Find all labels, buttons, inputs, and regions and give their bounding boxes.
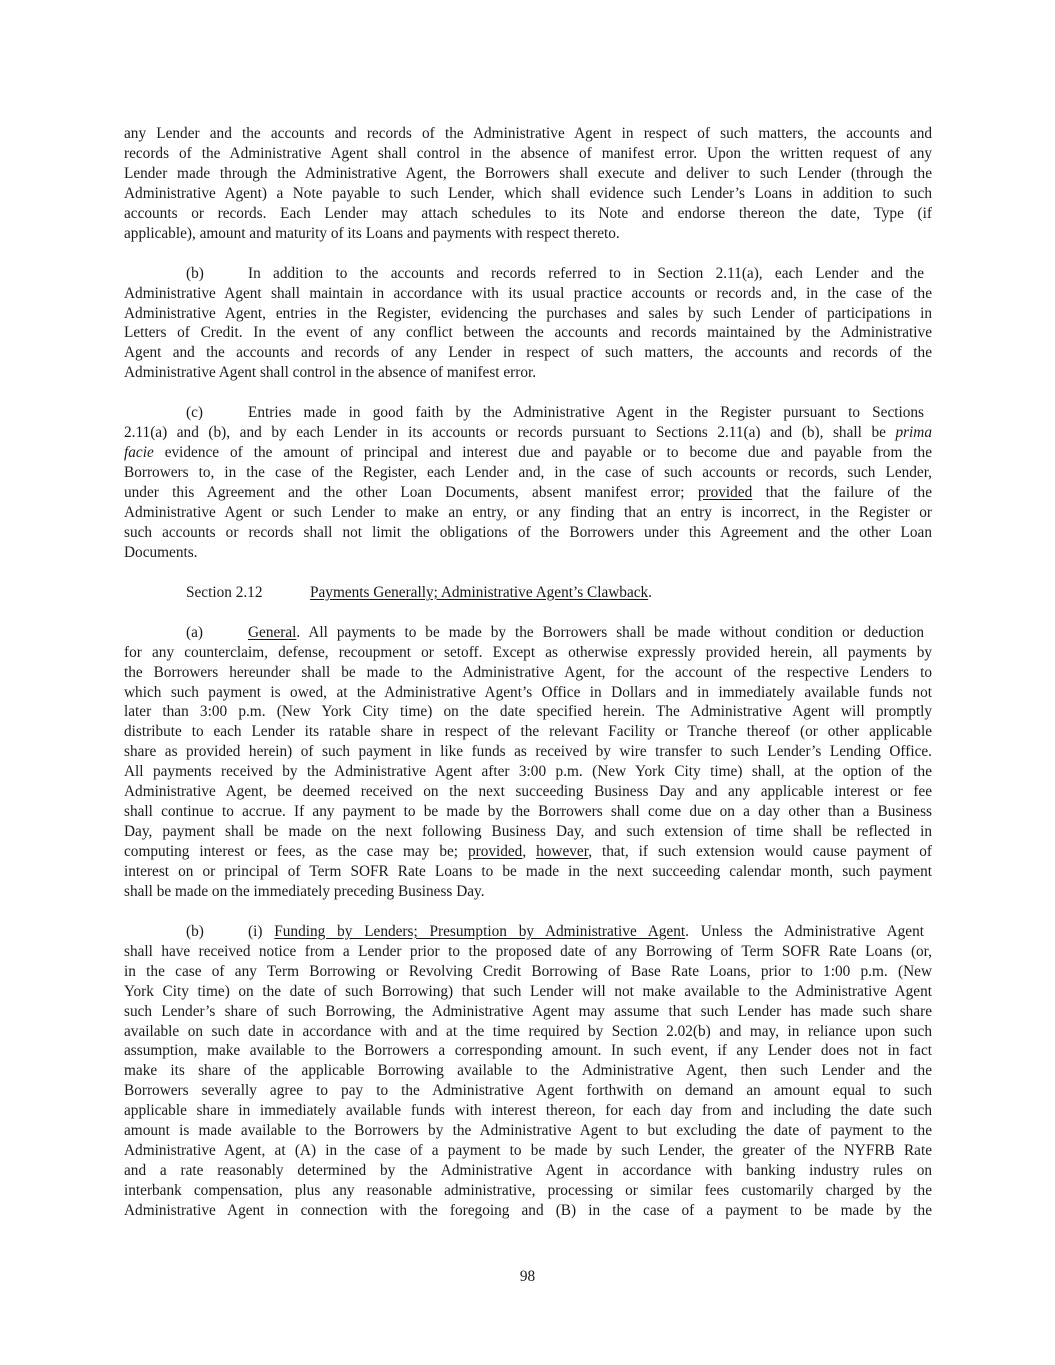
paragraph-continuation	[124, 124, 932, 244]
text-line: interbank compensation, plus any reasonable administrative, processing or similar fees customarily charged by the	[124, 1182, 932, 1199]
text-run: , that, if such extension would cause payment of	[588, 843, 932, 860]
text-run: . All payments to be made by the Borrowers shall be made without condition or deduction	[296, 623, 924, 641]
text-line: any Lender and the accounts and records of the Administrative Agent in respect of such matters, the accounts and	[124, 125, 932, 142]
text-line-body	[248, 623, 932, 643]
text-line: Day, payment shall be made on the next following Business Day, and such extension of time shall be reflected in	[124, 823, 932, 841]
underlined-term: provided	[697, 484, 753, 501]
section-number: Section 2.12	[186, 583, 263, 601]
italic-term: prima	[895, 424, 932, 442]
text-line: shall have received notice from a Lender prior to the proposed date of any Borrowing of Term SOFR Rate Loans (or,	[124, 942, 932, 960]
text-line: which such payment is owed, at the Administrative Agent’s Office in Dollars and in immediately available funds not	[124, 683, 932, 701]
clause-label: (a)	[186, 623, 203, 641]
text-line: applicable share in immediately available funds with interest thereon, for each day from and including the date such	[124, 1102, 932, 1120]
text-line	[124, 922, 932, 942]
text-line: Administrative Agent in connection with the foregoing and (B) in the case of a payment to be made by the	[124, 1201, 932, 1219]
text-run: . Unless the Administrative Agent	[685, 922, 924, 940]
text-line-body: In addition to the accounts and records referred to in Section 2.11(a), each Lender and the	[248, 264, 924, 282]
document-page	[124, 124, 932, 1241]
text-line: available on such date in accordance with and at the time required by Section 2.02(b) and may, in reliance upon such	[124, 1022, 932, 1040]
text-line: Administrative Agent, be deemed received on the next succeeding Business Day and any applicable interest or fee	[124, 783, 932, 801]
text-line: Lender made through the Administrative Agent, the Borrowers shall execute and deliver to such Lender (through the	[124, 164, 932, 182]
text-line	[124, 443, 932, 463]
text-line: Administrative Agent or such Lender to make an entry, or any finding that an entry is incorrect, in the Register or	[124, 503, 932, 521]
text-line: interest on or principal of Term SOFR Rate Loans to be made in the next succeeding calendar month, such payment	[124, 862, 932, 880]
clause-label: (c)	[186, 404, 203, 422]
text-line-body: Entries made in good faith by the Administrative Agent in the Register pursuant to Sections	[248, 404, 924, 422]
text-line: the Borrowers hereunder shall be made to the Administrative Agent, for the account of the respective Lenders to	[124, 663, 932, 681]
text-line: Administrative Agent, at (A) in the case of a payment to be made by such Lender, the greater of the NYFRB Rate	[124, 1142, 932, 1160]
paragraph-b-funding	[124, 922, 932, 1221]
text-line: amount is made available to the Borrowers by the Administrative Agent to but excluding the date of payment to the	[124, 1122, 932, 1140]
sub-clause-label: (i)	[248, 922, 275, 940]
text-line: such Lender’s share of such Borrowing, the Administrative Agent may assume that such Lender has made such share	[124, 1002, 932, 1020]
text-line: Administrative Agent shall control in the absence of manifest error.	[124, 364, 537, 382]
text-line: in the case of any Term Borrowing or Revolving Credit Borrowing of Base Rate Loans, prior to 1:00 p.m. (New	[124, 962, 932, 980]
underlined-term: however	[536, 843, 589, 860]
text-line: and a rate reasonably determined by the Administrative Agent in accordance with banking industry rules on	[124, 1162, 932, 1180]
text-line: assumption, make available to the Borrowers a corresponding amount. In such event, if any Lender does not in fact	[124, 1042, 932, 1060]
underlined-term: provided	[467, 843, 523, 860]
text-line: for any counterclaim, defense, recoupment or setoff. Except as otherwise expressly provided herein, all payments by	[124, 643, 932, 661]
text-line: Administrative Agent) a Note payable to such Lender, which shall evidence such Lender’s Loans in addition to such	[124, 184, 932, 202]
text-line: York City time) on the date of such Borrowing) that such Lender will not make available to the Administrative Agent	[124, 982, 932, 1000]
section-heading	[124, 583, 932, 603]
clause-caption: General	[248, 623, 297, 641]
section-title-period: .	[648, 583, 652, 601]
text-line: Documents.	[124, 543, 198, 561]
text-line	[124, 264, 932, 284]
text-run: ,	[522, 843, 537, 860]
text-line: shall continue to accrue. If any payment to be made by the Borrowers shall come due on a day other than a Business	[124, 803, 932, 821]
text-run: computing interest or fees, as the case may be;	[124, 843, 468, 860]
text-line-body	[248, 922, 932, 942]
paragraph-a-general	[124, 623, 932, 902]
text-run: that the failure of the	[752, 484, 932, 501]
text-line: later than 3:00 p.m. (New York City time) on the date specified herein. The Administrative Agent will promptly	[124, 703, 932, 721]
paragraph-c-2-11	[124, 403, 932, 563]
text-line	[124, 483, 932, 503]
text-line: Borrowers severally agree to pay to the Administrative Agent forthwith on demand an amount equal to such	[124, 1082, 932, 1100]
text-run: evidence of the amount of principal and interest due and payable or to become due and payable from the	[153, 444, 932, 462]
text-line	[124, 623, 932, 643]
text-line: share as provided herein) of such payment in like funds as received by wire transfer to such Lender’s Lending Office.	[124, 743, 932, 761]
text-line	[124, 423, 932, 443]
text-line: make its share of the applicable Borrowing available to the Administrative Agent, then such Lender and the	[124, 1062, 932, 1080]
text-run: 2.11(a) and (b), and by each Lender in its accounts or records pursuant to Sections 2.11(a) and (b), shall be	[124, 424, 896, 442]
paragraph-b-2-11	[124, 264, 932, 384]
text-line	[124, 403, 932, 423]
text-line: Agent and the accounts and records of any Lender in respect of such matters, the accounts and records of the	[124, 344, 932, 362]
text-line: applicable), amount and maturity of its Loans and payments with respect thereto.	[124, 224, 620, 242]
text-line: Administrative Agent shall maintain in accordance with its usual practice accounts or records and, in the case of the	[124, 284, 932, 302]
page-number: 98	[519, 1268, 536, 1285]
text-line: accounts or records. Each Lender may attach schedules to its Note and endorse thereon the date, Type (if	[124, 204, 932, 222]
text-line: Borrowers to, in the case of the Register, each Lender and, in the case of such accounts or records, such Lender,	[124, 464, 932, 482]
italic-term: facie	[124, 444, 154, 462]
text-line	[124, 842, 932, 862]
text-line: records of the Administrative Agent shall control in the absence of manifest error. Upon the written request of any	[124, 144, 932, 162]
text-run: under this Agreement and the other Loan Documents, absent manifest error;	[124, 484, 698, 501]
text-line: shall be made on the immediately preceding Business Day.	[124, 882, 485, 900]
section-title: Payments Generally; Administrative Agent’s Clawback	[310, 583, 649, 601]
text-line: Letters of Credit. In the event of any conflict between the accounts and records maintained by the Administrative	[124, 324, 932, 342]
text-line: such accounts or records shall not limit the obligations of the Borrowers under this Agreement and the other Loan	[124, 523, 932, 541]
text-line: Administrative Agent, entries in the Register, evidencing the purchases and sales by such Lender of participations in	[124, 304, 932, 322]
clause-label: (b)	[186, 264, 204, 282]
clause-label: (b)	[186, 922, 204, 940]
text-line: distribute to each Lender its ratable share in respect of the relevant Facility or Tranche thereof (or other applicable	[124, 723, 932, 741]
clause-caption: Funding by Lenders; Presumption by Administrative Agent	[274, 922, 686, 940]
text-line: All payments received by the Administrative Agent after 3:00 p.m. (New York City time) shall, at the option of the	[124, 763, 932, 781]
